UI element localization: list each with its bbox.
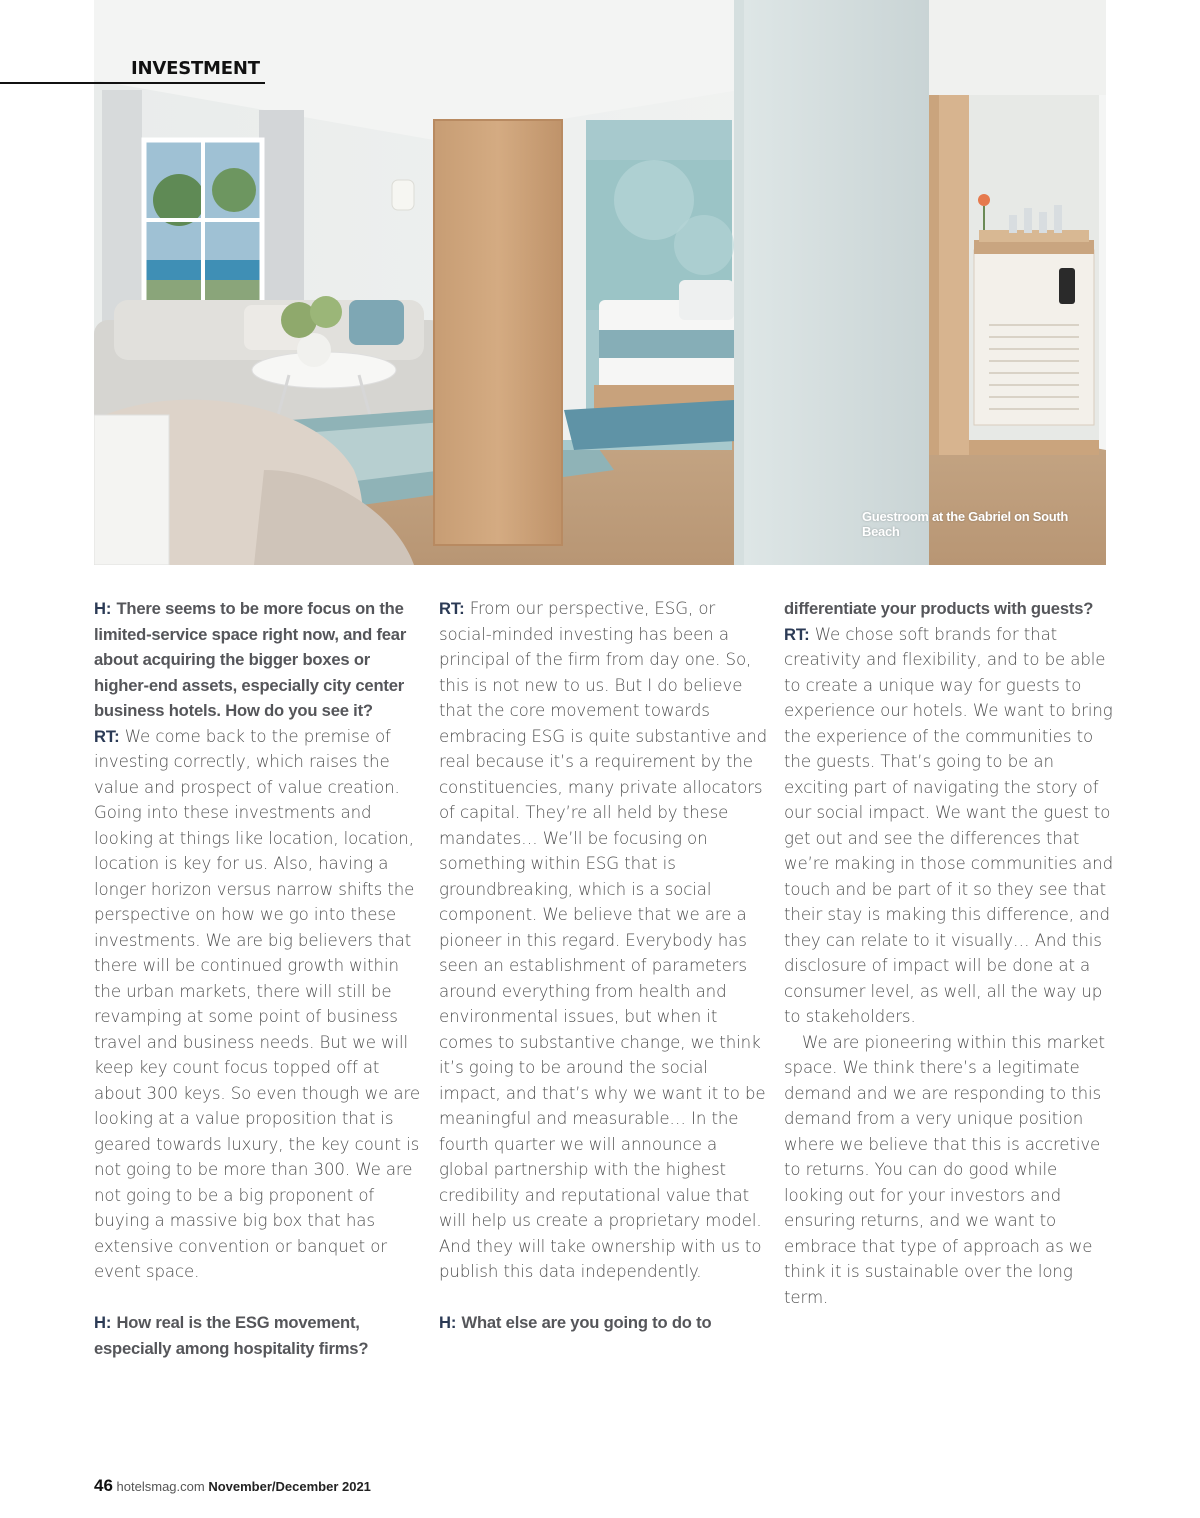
speaker-label: RT: <box>439 599 465 618</box>
answer-text: We come back to the premise of investing correctly, which raises the value and prospect of value creation. Going into these investments and looking at things like location, location, location is key for us. Also, having a longer horizon versus narrow shifts the perspective on how we go into these investments. We are big believers that there will be continued growth within the urban markets, there will still be revamping at some point of business travel and business needs. But we will keep key count focus topped off at about 300 keys. So even though we are looking at a value proposition that is geared towards luxury, the key count is not going to be more than 300. We are not going to be a big proponent of buying a massive big box that has extensive convention or banquet or event space. <box>94 726 420 1281</box>
photo-caption: Guestroom at the Gabriel on South Beach <box>862 509 1069 539</box>
question-text: What else are you going to do to <box>461 1313 712 1332</box>
speaker-label: H: <box>439 1313 457 1332</box>
speaker-label: RT: <box>784 624 810 644</box>
section-label: INVESTMENT <box>131 58 260 79</box>
question-3-continued: differentiate your products with guests? <box>784 599 1094 618</box>
page-number: 46 <box>94 1476 113 1495</box>
answer-3 <box>784 622 1114 1030</box>
answer-text: From our perspective, ESG, or social-minded investing has been a principal of the firm from day one. So, this is not new to us. But I do believe that the core movement towards embracing ESG is quite substantive and real because it’s a requirement by the constituencies, many private allocators of capital. They’re all held by these mandates… We’ll be focusing on something within ESG that is groundbreaking, which is a social component. We believe that we are a pioneer in this regard. Everybody has seen an establishment of parameters around everything from health and environmental issues, but when it comes to substantive change, we think it’s going to be around the social impact, and that’s why we want it to be meaningful and measurable… In the fourth quarter we will announce a global partnership with the highest credibility and reputational value that will help us create a proprietary model. And they will take ownership with us to publish this data independently. <box>439 599 768 1281</box>
speaker-label: H: <box>94 1313 112 1332</box>
speaker-label: H: <box>94 599 112 618</box>
answer-1 <box>94 724 424 1285</box>
question-text: How real is the ESG movement, especially among hospitality firms? <box>94 1313 369 1358</box>
page-footer <box>94 1476 371 1496</box>
answer-text: We chose soft brands for that creativity and flexibility, and to be able to create a unique way for guests to experience our hotels. We want to bring the experience of the communities to the guests. That’s going to be an exciting part of navigating the story of our social impact. We want the guest to get out and see the differences that we’re making in those communities and touch and be part of it so they see that their stay is making this difference, and they can relate to it visually… And this disclosure of impact will be done at a consumer level, as well, all the way up to stakeholders. <box>784 624 1114 1026</box>
guestroom-photo <box>94 0 1106 565</box>
answer-2 <box>439 596 769 1285</box>
article-column-3 <box>784 596 1114 1310</box>
question-1 <box>94 596 424 724</box>
article-column-1 <box>94 596 424 1361</box>
question-2 <box>94 1310 424 1361</box>
issue-date: November/December 2021 <box>208 1479 371 1494</box>
section-rule <box>0 82 265 84</box>
answer-3-paragraph-2: We are pioneering within this market space. We think there’s a legitimate demand and we are responding to this demand from a very unique position where we believe that this is accretive to returns. You can do good while looking out for your investors and ensuring returns, and we want to embrace that type of approach as we think it is sustainable over the long term. <box>784 1032 1105 1307</box>
article-column-2 <box>439 596 769 1336</box>
question-3 <box>439 1310 769 1336</box>
speaker-label: RT: <box>94 726 120 746</box>
website: hotelsmag.com <box>116 1479 205 1494</box>
question-text: There seems to be more focus on the limited-service space right now, and fear about acquiring the bigger boxes or higher-end assets, especially city center business hotels. How do you see it? <box>94 599 407 720</box>
